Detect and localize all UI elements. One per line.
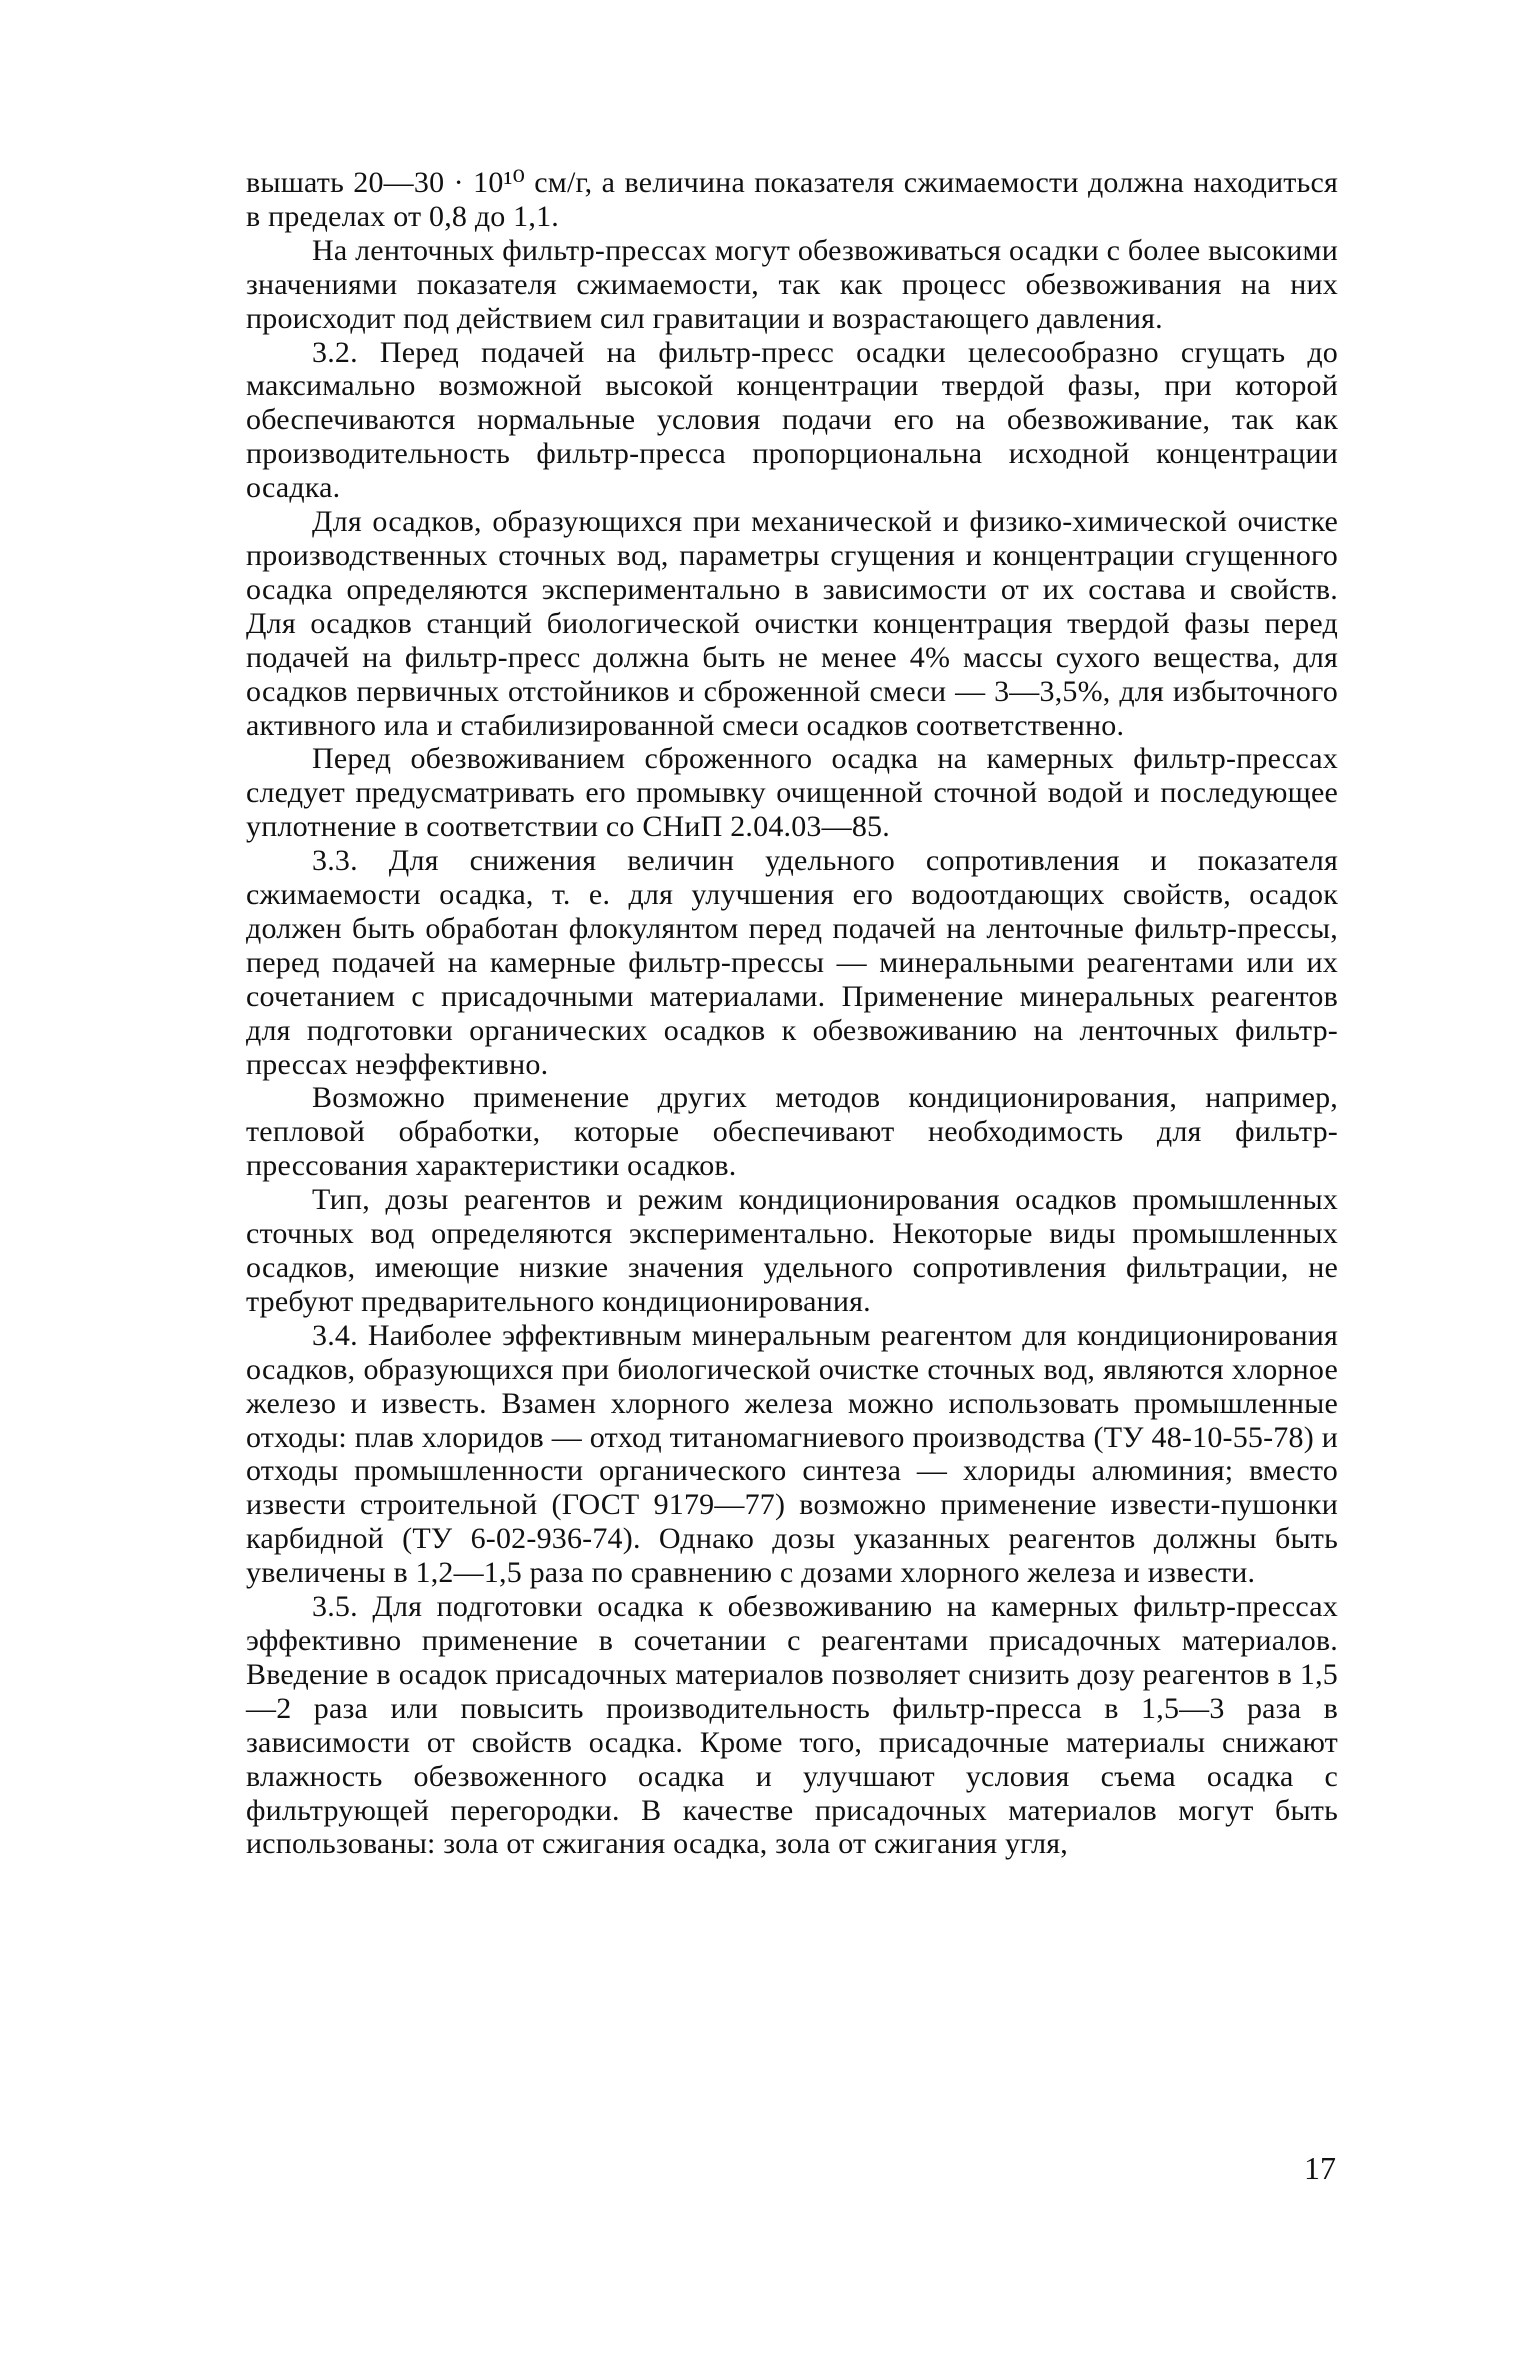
paragraph: 3.3. Для снижения величин удельного сопротивления и показателя сжимаемости осадка, т. е. для улучшения его водоотдающих свойств, осадок должен быть обработан флокулянтом перед подачей на ленточные фильтр-прессы, перед подачей на камерные фильтр-прессы — минеральными реагентами или их сочетанием с присадочными материалами. Применение минеральных реагентов для подготовки органических осадков к обезвоживанию на ленточных фильтр-прессах неэффективно. [246,844,1338,1081]
paragraph: 3.4. Наиболее эффективным минеральным реагентом для кондиционирования осадков, образующихся при биологической очистке сточных вод, являются хлорное железо и известь. Взамен хлорного железа можно использовать промышленные отходы: плав хлоридов — отход титаномагниевого производства (ТУ 48-10-55-78) и отходы промышленности органического синтеза — хлориды алюминия; вместо извести строительной (ГОСТ 9179—77) возможно применение извести-пушонки карбидной (ТУ 6-02-936-74). Однако дозы указанных реагентов должны быть увеличены в 1,2—1,5 раза по сравнению с дозами хлорного железа и извести. [246,1318,1338,1590]
paragraph: вышать 20—30 · 10¹⁰ см/г, а величина показателя сжимаемости должна находиться в пределах от 0,8 до 1,1. [246,166,1338,233]
page-number: 17 [1304,2150,1336,2186]
paragraph: Перед обезвоживанием сброженного осадка на камерных фильтр-прессах следует предусматривать его промывку очищенной сточной водой и последующее уплотнение в соответствии со СНиП 2.04.03—85. [246,742,1338,844]
paragraph: Для осадков, образующихся при механической и физико-химической очистке производственных сточных вод, параметры сгущения и концентрации сгущенного осадка определяются экспериментально в зависимости от их состава и свойств. Для осадков станций биологической очистки концентрация твердой фазы перед подачей на фильтр-пресс должна быть не менее 4% массы сухого вещества, для осадков первичных отстойников и сброженной смеси — 3—3,5%, для избыточного активного ила и стабилизированной смеси осадков соответственно. [246,505,1338,742]
paragraph: Тип, дозы реагентов и режим кондиционирования осадков промышленных сточных вод определяются экспериментально. Некоторые виды промышленных осадков, имеющие низкие значения удельного сопротивления фильтрации, не требуют предварительного кондиционирования. [246,1183,1338,1318]
paragraph: На ленточных фильтр-прессах могут обезвоживаться осадки с более высокими значениями показателя сжимаемости, так как процесс обезвоживания на них происходит под действием сил гравитации и возрастающего давления. [246,233,1338,335]
paragraph: 3.2. Перед подачей на фильтр-пресс осадки целесообразно сгущать до максимально возможной высокой концентрации твердой фазы, при которой обеспечиваются нормальные условия подачи его на обезвоживание, так как производительность фильтр-пресса пропорциональна исходной концентрации осадка. [246,335,1338,505]
paragraph: 3.5. Для подготовки осадка к обезвоживанию на камерных фильтр-прессах эффективно применение в сочетании с реагентами присадочных материалов. Введение в осадок присадочных материалов позволяет снизить дозу реагентов в 1,5—2 раза или повысить производительность фильтр-пресса в 1,5—3 раза в зависимости от свойств осадка. Кроме того, присадочные материалы снижают влажность обезвоженного осадка и улучшают условия съема осадка с фильтрующей перегородки. В качестве присадочных материалов могут быть использованы: зола от сжигания осадка, зола от сжигания угля, [246,1590,1338,1861]
page-body [246,166,1338,1861]
paragraph: Возможно применение других методов кондиционирования, например, тепловой обработки, которые обеспечивают необходимость для фильтр-прессования характеристики осадков. [246,1081,1338,1183]
